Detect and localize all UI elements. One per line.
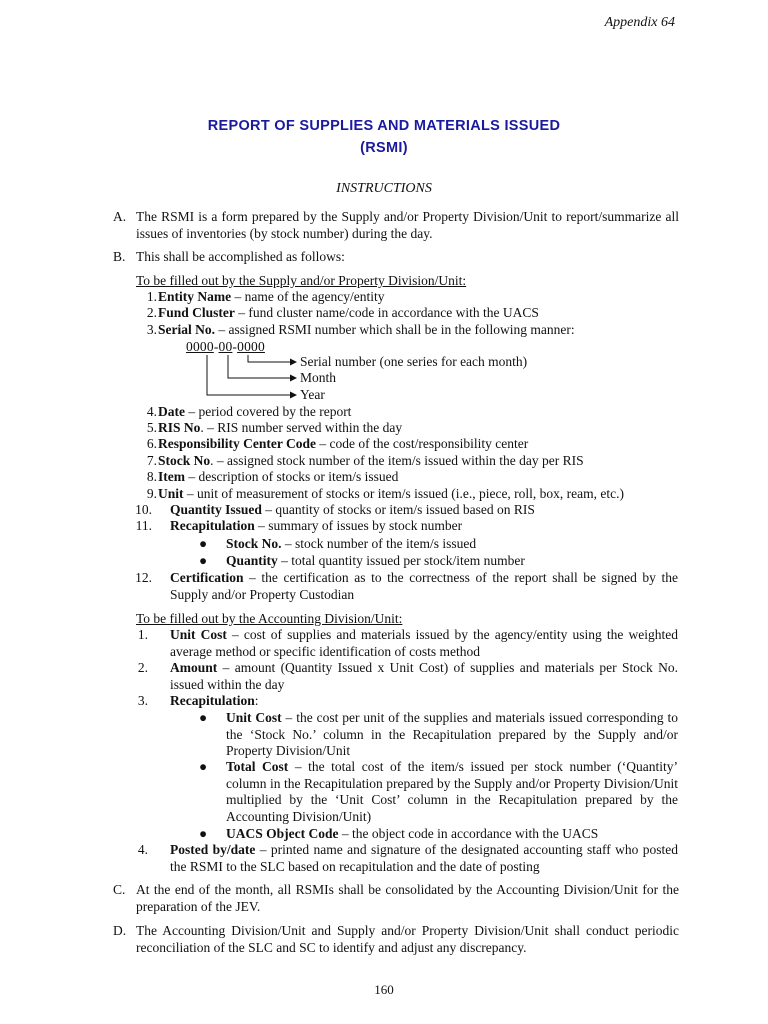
item-number: 10. <box>135 502 152 517</box>
section-c-text: At the end of the month, all RSMIs shall be consolidated by the Accounting Division/Unit for the preparation of the JEV. <box>136 882 679 914</box>
item-number: 8. <box>146 469 157 484</box>
section-a-letter: A. <box>113 209 127 224</box>
list-item: Certification – the certification as to the correctness of the report shall be signed by the Supply and/or Property Custodian <box>170 570 678 602</box>
month-label: Month <box>300 370 337 385</box>
list-item: Unit – unit of measurement of stocks or item/s issued (i.e., piece, roll, box, ream, etc.) <box>158 486 625 501</box>
bullet-icon: ● <box>199 553 208 568</box>
item-number: 11. <box>135 518 152 533</box>
section-d-text: The Accounting Division/Unit and Supply and/or Property Division/Unit shall conduct periodic reconciliation of the SLC and SC to identify and adjust any discrepancy. <box>136 923 679 955</box>
serial-format: 0000-00-0000 <box>186 339 265 354</box>
list-item: Unit Cost – the cost per unit of the supplies and materials issued corresponding to the ‘Stock No.’ column in the Recapitulation prepared by the Supply and/or Property Division/Unit <box>226 710 678 758</box>
serial-label: Serial number (one series for each month) <box>300 354 528 369</box>
bullet-icon: ● <box>199 536 208 551</box>
accounting-heading: To be filled out by the Accounting Division/Unit: <box>136 611 403 626</box>
section-a-text: The RSMI is a form prepared by the Supply and/or Property Division/Unit to report/summarize all issues of inventories (by stock number) during the day. <box>136 209 679 241</box>
item-number: 12. <box>135 570 152 585</box>
list-item: Total Cost – the total cost of the item/s issued per stock number (‘Quantity’ column in the Recapitulation prepared by the Supply and/or Property Division/Unit multiplied by the ‘Unit Cost’ column in the Recapitulation prepared by the Accounting Division/Unit) <box>226 759 678 824</box>
list-item: Stock No. – stock number of the item/s issued <box>226 536 477 551</box>
report-title: REPORT OF SUPPLIES AND MATERIALS ISSUED <box>207 118 561 134</box>
list-item: Entity Name – name of the agency/entity <box>158 289 385 304</box>
list-item: Posted by/date – printed name and signature of the designated accounting staff who posted the RSMI to the SLC based on recapitulation and the date of posting <box>170 842 678 874</box>
section-b-text: This shall be accomplished as follows: <box>136 249 345 264</box>
month-arrow <box>228 355 296 378</box>
section-c-letter: C. <box>113 882 126 897</box>
serial-number-arrow <box>248 355 296 362</box>
list-item: Stock No. – assigned stock number of the item/s issued within the day per RIS <box>158 453 584 468</box>
item-number: 6. <box>146 436 157 451</box>
item-number: 2. <box>137 660 148 675</box>
list-item: Unit Cost – cost of supplies and materials issued by the agency/entity using the weighted average method or specific identification of costs method <box>170 627 678 659</box>
list-item: RIS No. – RIS number served within the day <box>158 420 403 435</box>
list-item: Recapitulation – summary of issues by stock number <box>170 518 463 533</box>
year-label: Year <box>300 387 325 402</box>
item-number: 3. <box>146 322 157 337</box>
list-item: Fund Cluster – fund cluster name/code in accordance with the UACS <box>158 305 539 320</box>
list-item: Item – description of stocks or item/s issued <box>158 469 399 484</box>
item-number: 7. <box>146 453 157 468</box>
item-number: 1. <box>146 289 157 304</box>
item-number: 4. <box>137 842 148 857</box>
bullet-icon: ● <box>199 710 208 725</box>
year-arrow <box>207 355 296 395</box>
appendix-label: Appendix 64 <box>604 15 675 30</box>
report-subtitle: (RSMI) <box>360 140 408 156</box>
list-item: Responsibility Center Code – code of the cost/responsibility center <box>158 436 529 451</box>
supply-heading: To be filled out by the Supply and/or Property Division/Unit: <box>136 273 467 288</box>
bullet-icon: ● <box>199 759 208 774</box>
item-number: 4. <box>146 404 157 419</box>
list-item: Serial No. – assigned RSMI number which shall be in the following manner: <box>158 322 575 337</box>
item-number: 5. <box>146 420 157 435</box>
section-d-letter: D. <box>113 923 127 938</box>
item-number: 2. <box>146 305 157 320</box>
section-b-letter: B. <box>113 249 126 264</box>
item-number: 1. <box>137 627 148 642</box>
instructions-heading: INSTRUCTIONS <box>336 181 432 196</box>
item-number: 9. <box>146 486 157 501</box>
list-item: UACS Object Code – the object code in accordance with the UACS <box>226 826 599 841</box>
list-item: Quantity Issued – quantity of stocks or item/s issued based on RIS <box>170 502 535 517</box>
bullet-icon: ● <box>199 826 208 841</box>
list-item: Date – period covered by the report <box>158 404 352 419</box>
list-item: Quantity – total quantity issued per stock/item number <box>226 553 525 568</box>
page-number: 160 <box>374 982 394 997</box>
item-number: 3. <box>137 693 148 708</box>
list-item: Recapitulation: <box>170 693 259 708</box>
list-item: Amount – amount (Quantity Issued x Unit Cost) of supplies and materials per Stock No. issued within the day <box>170 660 678 692</box>
